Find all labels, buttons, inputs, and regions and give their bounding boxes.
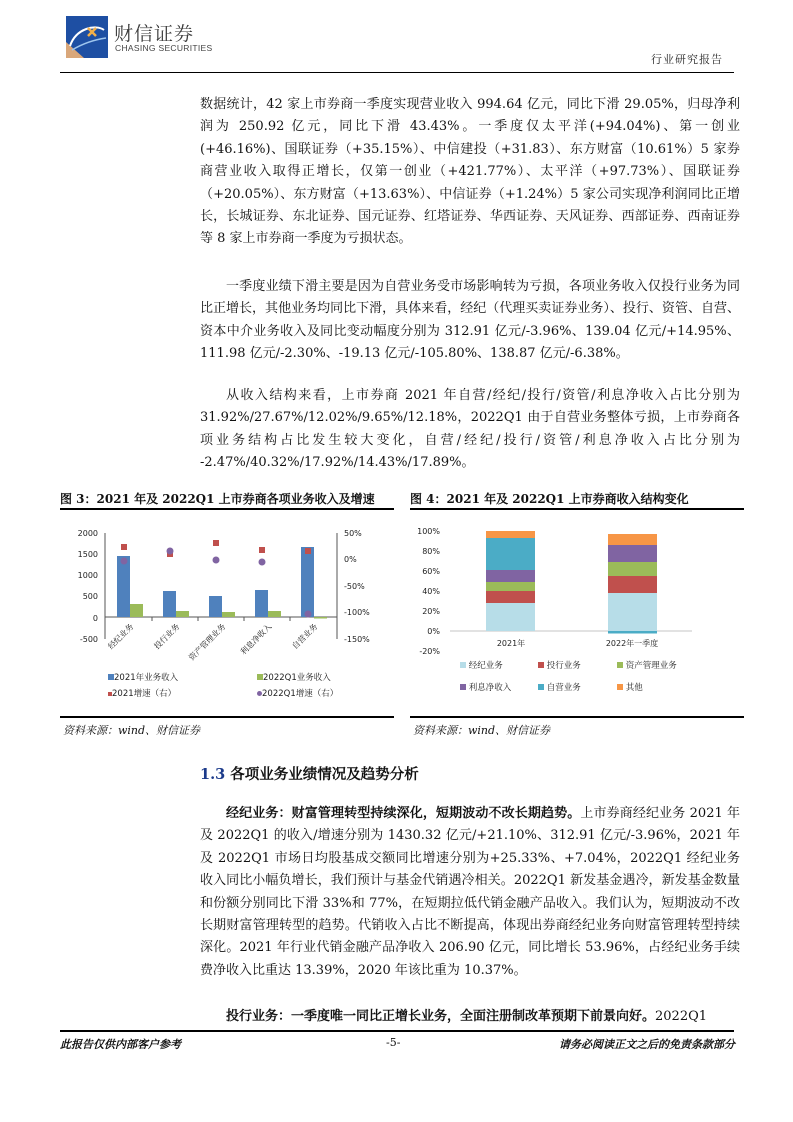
figure-4-source: 资料来源：wind、财信证券 — [413, 724, 551, 737]
section-number: 1.3 — [200, 766, 226, 783]
legend-swatch-icon — [460, 684, 466, 690]
paragraph-decline-reason — [200, 276, 740, 366]
legend-item-other: 其他 — [617, 681, 643, 693]
legend-swatch-icon — [617, 662, 623, 668]
x-category-label: 投行业务 — [152, 622, 182, 652]
paragraph-lead: 经纪业务：财富管理转型持续深化，短期波动不改长期趋势。 — [226, 806, 581, 821]
header-divider — [60, 72, 734, 73]
legend-item-asset-management: 资产管理业务 — [617, 659, 677, 671]
y-tick: 0% — [427, 627, 440, 636]
legend-item-2022q1-growth: 2022Q1增速（右） — [257, 687, 338, 699]
y-left-tick: 1500 — [77, 550, 98, 559]
legend-item-net-interest: 利息净收入 — [460, 681, 511, 693]
section-heading — [200, 763, 419, 784]
y-tick: 100% — [417, 527, 440, 536]
y-tick: 60% — [422, 567, 440, 576]
y-right-tick: -100% — [344, 608, 370, 617]
footer-disclaimer-left: 此报告仅供内部客户参考 — [60, 1038, 181, 1051]
legend-item-brokerage: 经纪业务 — [460, 659, 503, 671]
logo-english-name: CHASING SECURITIES — [115, 43, 213, 53]
paragraph-investment-banking — [200, 1006, 740, 1028]
y-right-tick: -50% — [344, 582, 365, 591]
figure-3-bottom-rule — [60, 716, 394, 718]
legend-swatch-icon — [617, 684, 623, 690]
y-tick: 20% — [422, 607, 440, 616]
paragraph-text: 2022Q1 — [655, 1009, 708, 1024]
legend-swatch-icon — [538, 662, 544, 668]
figure-4-top-rule — [410, 508, 744, 510]
x-category-label: 2021年 — [496, 639, 526, 648]
figure-3-source: 资料来源：wind、财信证券 — [63, 724, 201, 737]
footer-disclaimer-right: 请务必阅读正文之后的免责条款部分 — [559, 1038, 735, 1051]
section-title-text: 各项业务业绩情况及趋势分析 — [230, 766, 419, 783]
figure-3-chart — [60, 515, 394, 715]
legend-item-investment-banking: 投行业务 — [538, 659, 581, 671]
paragraph-stats — [200, 94, 740, 251]
y-left-tick: 0 — [92, 614, 98, 623]
company-logo-icon — [66, 16, 108, 58]
x-category-label: 2022年一季度 — [605, 639, 659, 648]
figure-4-chart — [410, 515, 744, 715]
paragraph-text: 上市券商经纪业务 2021 年及 2022Q1 的收入/增速分别为 1430.32 亿元/+21.10%、312.91 亿元/-3.96%，2021 年及 2022Q1 市场日均股基成交额同比增速分别为+25.33%、+7.04%，2022Q1 经纪业务收入同比小幅负增长，我们预计与基金代销遇冷相关。2022Q1 新发基金遇冷，新发基金数量和份额分别同比下滑 33%和 77%，在短期拉低代销金融产品收入。我们认为，短期波动不改长期财富管理转型的趋势。代销收入占比不断提高，体现出券商经纪业务向财富管理转型持续深化。2021 年行业代销金融产品净收入 206.90 亿元，同比增长 53.96%，占经纪业务手续费净收入比重达 13.39%，2020 年该比重为 10.37%。 — [200, 806, 740, 978]
y-left-tick: 2000 — [77, 529, 98, 538]
figure-3-title: 图 3：2021 年及 2022Q1 上市券商各项业务收入及增速 — [60, 492, 375, 506]
paragraph-text: 从收入结构来看，上市券商 2021 年自营/经纪/投行/资管/利息净收入占比分别为 31.92%/27.67%/12.02%/9.65%/12.18%，2022Q1 由于自营业务整体亏损，上市券商各项业务结构占比发生较大变化，自营/经纪/投行/资管/利息净收入占比分别为 -2.47%/40.32%/17.92%/14.43%/17.89%。 — [200, 388, 740, 471]
y-tick: -20% — [419, 647, 440, 656]
x-category-label: 自营业务 — [290, 622, 320, 652]
x-category-label: 利息净收入 — [238, 622, 274, 657]
paragraph-text: 一季度业绩下滑主要是因为自营业务受市场影响转为亏损，各项业务收入仅投行业务为同比正增长，其他业务均同比下滑，具体来看，经纪（代理买卖证券业务）、投行、资管、自营、资本中介业务收入及同比变动幅度分别为 312.91 亿元/-3.96%、139.04 亿元/+14.95%、111.98 亿元/-2.30%、-19.13 亿元/-105.80%、138.87 亿元/-6.38%。 — [200, 279, 740, 362]
y-right-tick: 0% — [344, 555, 357, 564]
y-left-tick: 1000 — [77, 571, 98, 580]
y-left-tick: -500 — [79, 635, 98, 644]
y-tick: 80% — [422, 547, 440, 556]
figure-4-bottom-rule — [410, 716, 744, 718]
page-number: -5- — [386, 1036, 401, 1049]
paragraph-revenue-structure — [200, 385, 740, 475]
paragraph-text: 数据统计，42 家上市券商一季度实现营业收入 994.64 亿元，同比下滑 29.05%，归母净利润为 250.92 亿元，同比下滑 43.43%。一季度仅太平洋(+94.04%)、第一创业(+46.16%)、国联证券（+35.15%）、中信建投（+31.83）、东方财富（10.61%）5 家券商营业收入取得正增长，仅第一创业（+421.77%）、太平洋（+97.73%）、国联证券（+20.05%）、东方财富（+13.63%）、中信证券（+1.24%）5 家公司实现净利润同比正增长，长城证券、东北证券、国元证券、红塔证券、华西证券、天风证券、西部证券、西南证券等 8 家上市券商一季度为亏损状态。 — [200, 97, 740, 247]
figure-3-top-rule — [60, 508, 394, 510]
figure-4-title: 图 4：2021 年及 2022Q1 上市券商收入结构变化 — [410, 492, 689, 506]
legend-swatch-icon — [460, 662, 466, 668]
legend-item-2022q1-revenue: 2022Q1业务收入 — [257, 671, 331, 683]
paragraph-brokerage — [200, 803, 740, 982]
legend-item-2021-revenue: 2021年业务收入 — [108, 671, 178, 683]
x-category-label: 经纪业务 — [106, 622, 136, 652]
logo-chinese-name: 财信证券 — [114, 23, 195, 45]
y-right-tick: 50% — [344, 529, 362, 538]
legend-swatch-icon — [538, 684, 544, 690]
footer-divider — [60, 1030, 734, 1032]
y-right-tick: -150% — [344, 635, 370, 644]
x-category-label: 资产管理业务 — [187, 622, 228, 663]
report-type-label: 行业研究报告 — [651, 53, 723, 66]
y-left-tick: 500 — [82, 592, 98, 601]
legend-item-2021-growth: 2021增速（右） — [108, 687, 176, 699]
paragraph-lead: 投行业务：一季度唯一同比正增长业务，全面注册制改革预期下前景向好。 — [226, 1009, 656, 1024]
y-tick: 40% — [422, 587, 440, 596]
legend-item-proprietary: 自营业务 — [538, 681, 581, 693]
